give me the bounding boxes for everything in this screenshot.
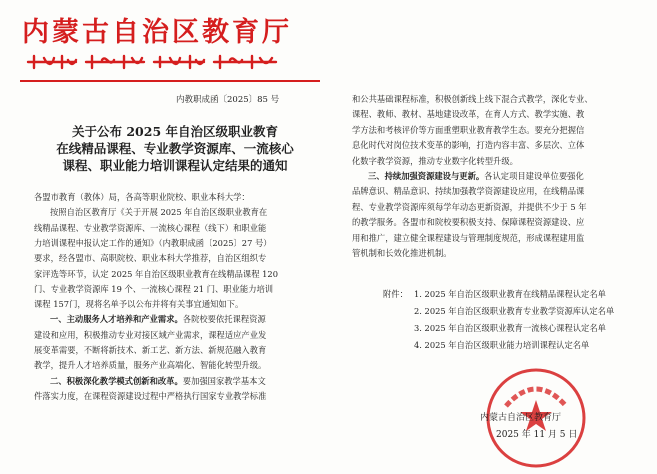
- body-line: 件落实力度，在课程资源建设过程中严格执行国家专业教学标准: [34, 390, 267, 401]
- body-line: 品牌意识、精品意识、持续加强教学资源建设应用，在线精品课: [352, 186, 585, 197]
- notice-title: [30, 123, 320, 174]
- body-line: 用和推广，建立健全课程建设与管理制度规范，形成课程建用监: [352, 232, 585, 243]
- body-line: 课程、教师、教材、基地建设改革，在育人方式、教学实施、教: [352, 109, 585, 120]
- body-line: 学方法和考核评价等方面重塑职业教育教学生态。要充分把握信: [352, 124, 585, 135]
- attachment-item: 2. 2025 年自治区级职业教育专业教学资源库认定名单: [414, 306, 615, 316]
- section-heading: 一、主动服务人才培养和产业需求。: [50, 314, 183, 325]
- body-line: 线精品课程、专业教学资源库、一流核心课程（线下）和职业能: [34, 222, 267, 233]
- section-heading: 二、积极深化教学模式创新和改革。: [50, 375, 183, 386]
- body-line: 门、专业教学资源库 19 个、一流核心课程 21 门、职业能力培训: [34, 283, 274, 294]
- title-line: 课程、职业能力培训课程认定结果的通知: [62, 158, 288, 173]
- signature-date: 2025 年 11 月 5 日: [496, 430, 578, 440]
- body-line: [368, 169, 584, 183]
- body-line: 管机制和长效化推进机制。: [352, 248, 452, 258]
- body-text: 要加强国家教学基本文: [182, 375, 266, 386]
- signature-org: 内蒙古自治区教育厅: [480, 413, 562, 423]
- body-line: [50, 374, 266, 388]
- body-line: 家评选等环节，认定 2025 年自治区级职业教育在线精品课程 120: [34, 268, 278, 279]
- body-line: 课程 157门，现将名单予以公布并将有关事宜通知如下。: [34, 299, 244, 310]
- body-line: 各盟市教育（教体）局，各高等职业院校、职业本科大学：: [34, 192, 250, 202]
- attachments-label: 附件：: [383, 289, 408, 299]
- title-line: 关于公布 2025 年自治区级职业教育: [72, 124, 278, 139]
- body-text: 各院校要依托课程资源: [182, 314, 266, 325]
- mongolian-script-title: [24, 52, 280, 72]
- section-heading: 三、持续加强资源建设与更新。: [368, 171, 485, 181]
- attachment-item: 4. 2025 年自治区级职业能力培训课程认定名单: [414, 340, 590, 350]
- header-red-rule: [20, 80, 320, 82]
- title-line: 在线精品课程、专业教学资源库、一流核心: [56, 141, 294, 156]
- body-line: [50, 312, 266, 326]
- document-number: 内教职成函〔2025〕85 号: [176, 95, 280, 105]
- body-line: 息化时代对岗位技术变革的影响，打造内容丰富、多层次、立体: [352, 140, 585, 151]
- attachment-item: 3. 2025 年自治区级职业教育一流核心课程认定名单: [414, 323, 606, 333]
- body-line: 化数字教学资源，推动专业数字化转型升级。: [352, 155, 518, 166]
- body-line: 按照自治区教育厅《关于开展 2025 年自治区级职业教育在: [50, 207, 268, 218]
- body-line: 教学，提升人才培养质量，服务产业高端化、智能化转型升级。: [34, 360, 267, 371]
- body-line: 程、专业教学资源库须每学年动态更新资源，并提供不少于 5 年: [352, 201, 587, 212]
- body-line: 和公共基础课程标准，积极创新线上线下混合式教学，深化专业、: [352, 94, 593, 104]
- body-line: 要求，经各盟市、高职院校、职业本科大学推荐，自治区组织专: [34, 253, 267, 264]
- agency-title: 内蒙古自治区教育厅: [22, 17, 292, 48]
- body-line: 展变革需要，不断将新技术、新工艺、新方法、新规范融入教育: [34, 345, 267, 355]
- body-line: 建设和应用，积极推动专业对接区域产业需求，课程适应产业发: [34, 329, 267, 340]
- body-line: 力培训课程申报认定工作的通知》（内教职成函〔2025〕27 号）: [34, 237, 272, 248]
- body-line: 的教学服务。各盟市和院校要积极支持、保障课程资源建设、应: [352, 217, 585, 228]
- body-text: 各认定项目建设单位要强化: [484, 171, 584, 181]
- attachment-item: 1. 2025 年自治区级职业教育在线精品课程认定名单: [414, 289, 606, 299]
